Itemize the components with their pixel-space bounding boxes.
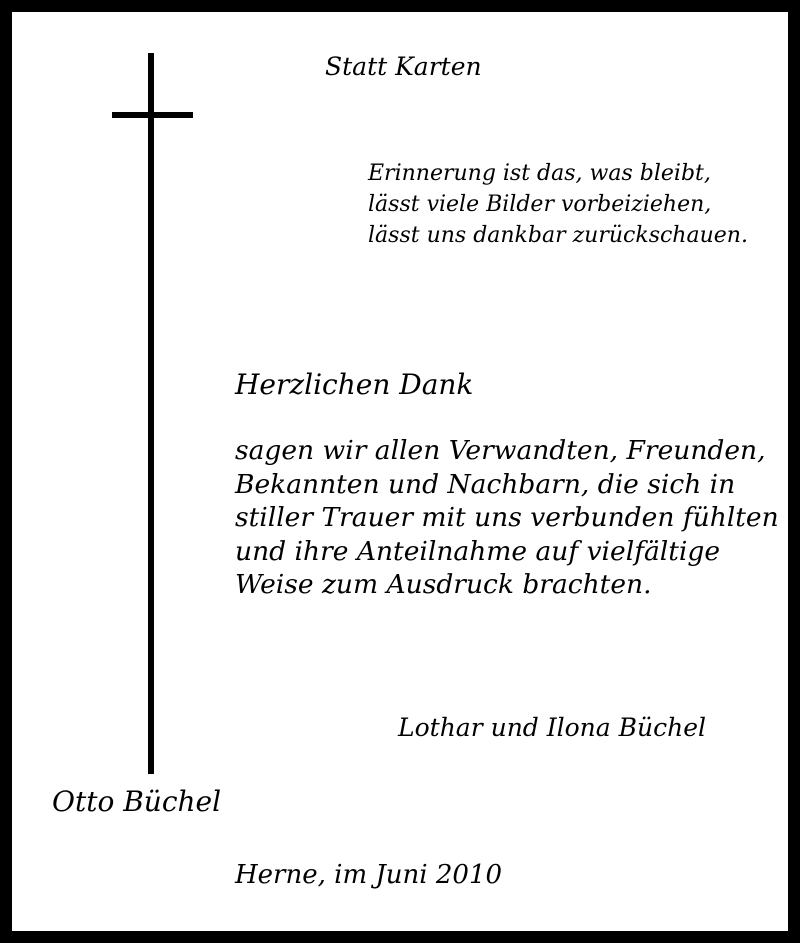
memorial-poem [368,158,748,251]
thanks-line: stiller Trauer mit uns verbunden fühlten [235,502,779,533]
thanks-line: Weise zum Ausdruck brachten. [235,569,652,600]
thanks-title: Herzlichen Dank [235,368,474,401]
signatories: Lothar und Ilona Büchel [398,713,706,742]
notice-header: Statt Karten [325,52,482,81]
thanks-line: sagen wir allen Verwandten, Freunden, [235,435,766,466]
poem-line: Erinnerung ist das, was bleibt, [368,161,711,186]
thanks-line: Bekannten und Nachbarn, die sich in [235,468,736,500]
deceased-name: Otto Büchel [52,785,222,818]
cross-vertical-bar [148,53,154,774]
thanks-line: und ihre Anteilnahme auf vielfältige [235,535,721,567]
poem-line: lässt uns dankbar zurückschauen. [368,223,748,248]
place-date: Herne, im Juni 2010 [235,860,503,890]
thanks-message [235,434,779,602]
poem-line: lässt viele Bilder vorbeiziehen, [368,192,712,217]
cross-horizontal-bar [112,112,193,118]
